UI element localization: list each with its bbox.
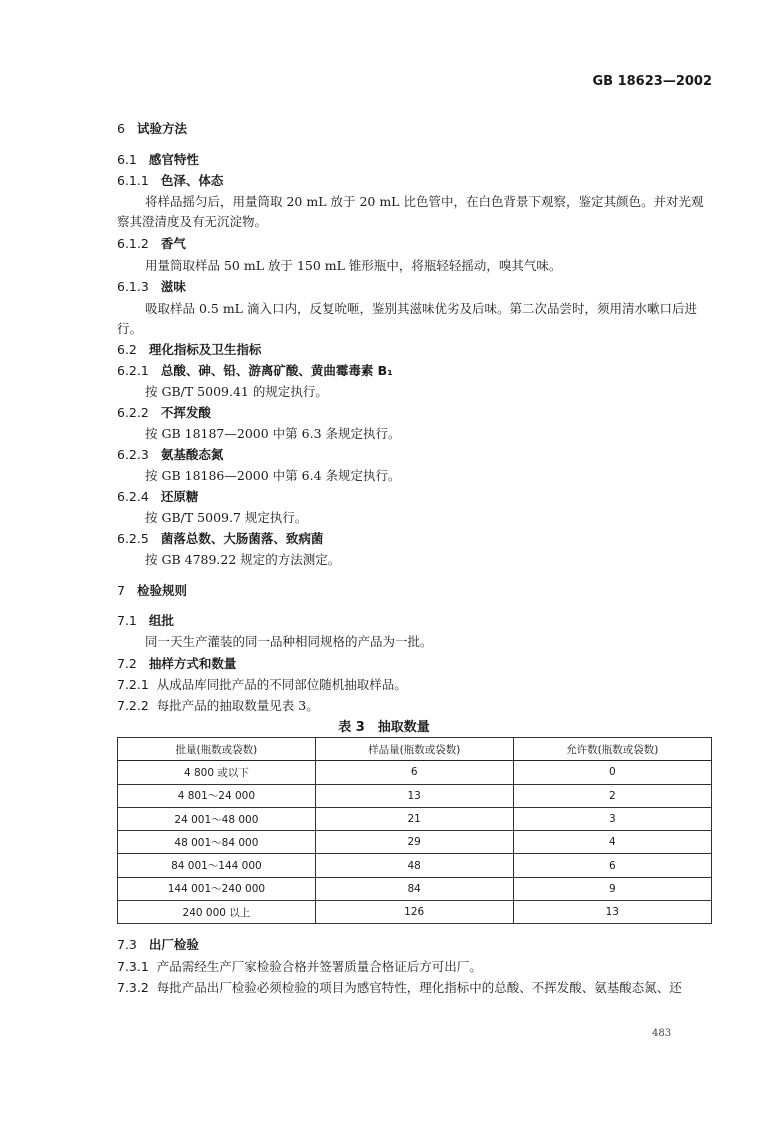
section-7-2-2-line: 7.2.2 每批产品的抽取数量见表 3。 (117, 698, 319, 713)
section-6-2-4-heading: 6.2.4 还原糖 (117, 489, 199, 504)
table-row (118, 761, 712, 784)
cell-allowable-count: 4 (513, 831, 711, 854)
cell-batch-size: 48 001～84 000 (118, 831, 316, 854)
section-6-2-2-heading: 6.2.2 不挥发酸 (117, 405, 211, 420)
section-6-2-5-text: 按 GB 4789.22 规定的方法测定。 (145, 552, 341, 567)
table-row (118, 877, 712, 900)
section-7-1-heading: 7.1 组批 (117, 613, 174, 628)
table-row (118, 784, 712, 807)
cell-sample-size: 126 (315, 901, 513, 924)
header-batch-size: 批量(瓶数或袋数) (118, 738, 316, 761)
section-6-2-5-heading: 6.2.5 菌落总数、大肠菌落、致病菌 (117, 531, 324, 546)
header-sample-size: 样品量(瓶数或袋数) (315, 738, 513, 761)
section-6-1-1-text-line1: 将样品摇匀后，用量筒取 20 mL 放于 20 mL 比色管中，在白色背景下观察，鉴定其颜色。并对光观 (145, 194, 704, 209)
page-number: 483 (652, 1028, 672, 1039)
cell-batch-size: 24 001～48 000 (118, 807, 316, 830)
cell-allowable-count: 13 (513, 901, 711, 924)
section-6-1-1-heading: 6.1.1 色泽、体态 (117, 173, 224, 188)
cell-batch-size: 84 001～144 000 (118, 854, 316, 877)
section-6-2-3-text: 按 GB 18186—2000 中第 6.4 条规定执行。 (145, 468, 401, 483)
section-7-2-1-line: 7.2.1 从成品库同批产品的不同部位随机抽取样品。 (117, 677, 407, 692)
table-3-caption: 表 3 抽取数量 (338, 720, 430, 735)
cell-batch-size: 144 001～240 000 (118, 877, 316, 900)
section-6-heading: 6 试验方法 (117, 121, 187, 136)
cell-sample-size: 21 (315, 807, 513, 830)
section-7-3-heading: 7.3 出厂检验 (117, 937, 199, 952)
section-7-1-text: 同一天生产灌装的同一品种相同规格的产品为一批。 (145, 634, 433, 649)
table-row (118, 854, 712, 877)
section-6-2-1-heading: 6.2.1 总酸、砷、铅、游离矿酸、黄曲霉毒素 B₁ (117, 363, 393, 378)
table-row (118, 901, 712, 924)
header-allowable-count: 允许数(瓶数或袋数) (513, 738, 711, 761)
cell-allowable-count: 0 (513, 761, 711, 784)
table-row (118, 831, 712, 854)
section-7-2-heading: 7.2 抽样方式和数量 (117, 656, 237, 671)
cell-sample-size: 29 (315, 831, 513, 854)
cell-allowable-count: 2 (513, 784, 711, 807)
section-6-1-heading: 6.1 感官特性 (117, 152, 199, 167)
cell-sample-size: 48 (315, 854, 513, 877)
section-6-2-heading: 6.2 理化指标及卫生指标 (117, 342, 262, 357)
section-6-1-2-text: 用量筒取样品 50 mL 放于 150 mL 锥形瓶中，将瓶轻轻摇动，嗅其气味。 (145, 258, 562, 273)
section-6-1-3-text-line1: 吸取样品 0.5 mL 滴入口内，反复吮咂，鉴别其滋味优劣及后味。第二次品尝时，须用清水嗽口后进 (145, 301, 697, 316)
section-6-2-1-text: 按 GB/T 5009.41 的规定执行。 (145, 384, 328, 399)
section-6-2-4-text: 按 GB/T 5009.7 规定执行。 (145, 510, 308, 525)
standard-code: GB 18623—2002 (592, 74, 712, 89)
section-6-2-3-heading: 6.2.3 氨基酸态氮 (117, 447, 224, 462)
cell-batch-size: 4 801～24 000 (118, 784, 316, 807)
section-6-1-3-text-line2: 行。 (117, 321, 143, 336)
cell-batch-size: 4 800 或以下 (118, 761, 316, 784)
cell-batch-size: 240 000 以上 (118, 901, 316, 924)
cell-sample-size: 13 (315, 784, 513, 807)
cell-sample-size: 84 (315, 877, 513, 900)
cell-sample-size: 6 (315, 761, 513, 784)
section-6-1-2-heading: 6.1.2 香气 (117, 236, 186, 251)
section-7-3-2-line: 7.3.2 每批产品出厂检验必须检验的项目为感官特性，理化指标中的总酸、不挥发酸、氨基酸态氮、还 (117, 980, 682, 995)
section-6-1-1-text-line2: 察其澄清度及有无沉淀物。 (117, 214, 268, 229)
sampling-table (117, 737, 712, 924)
table-header-row (118, 738, 712, 761)
section-7-3-1-line: 7.3.1 产品需经生产厂家检验合格并签署质量合格证后方可出厂。 (117, 959, 482, 974)
cell-allowable-count: 9 (513, 877, 711, 900)
section-7-heading: 7 检验规则 (117, 583, 187, 598)
cell-allowable-count: 3 (513, 807, 711, 830)
section-6-2-2-text: 按 GB 18187—2000 中第 6.3 条规定执行。 (145, 426, 401, 441)
section-6-1-3-heading: 6.1.3 滋味 (117, 279, 186, 294)
cell-allowable-count: 6 (513, 854, 711, 877)
table-row (118, 807, 712, 830)
